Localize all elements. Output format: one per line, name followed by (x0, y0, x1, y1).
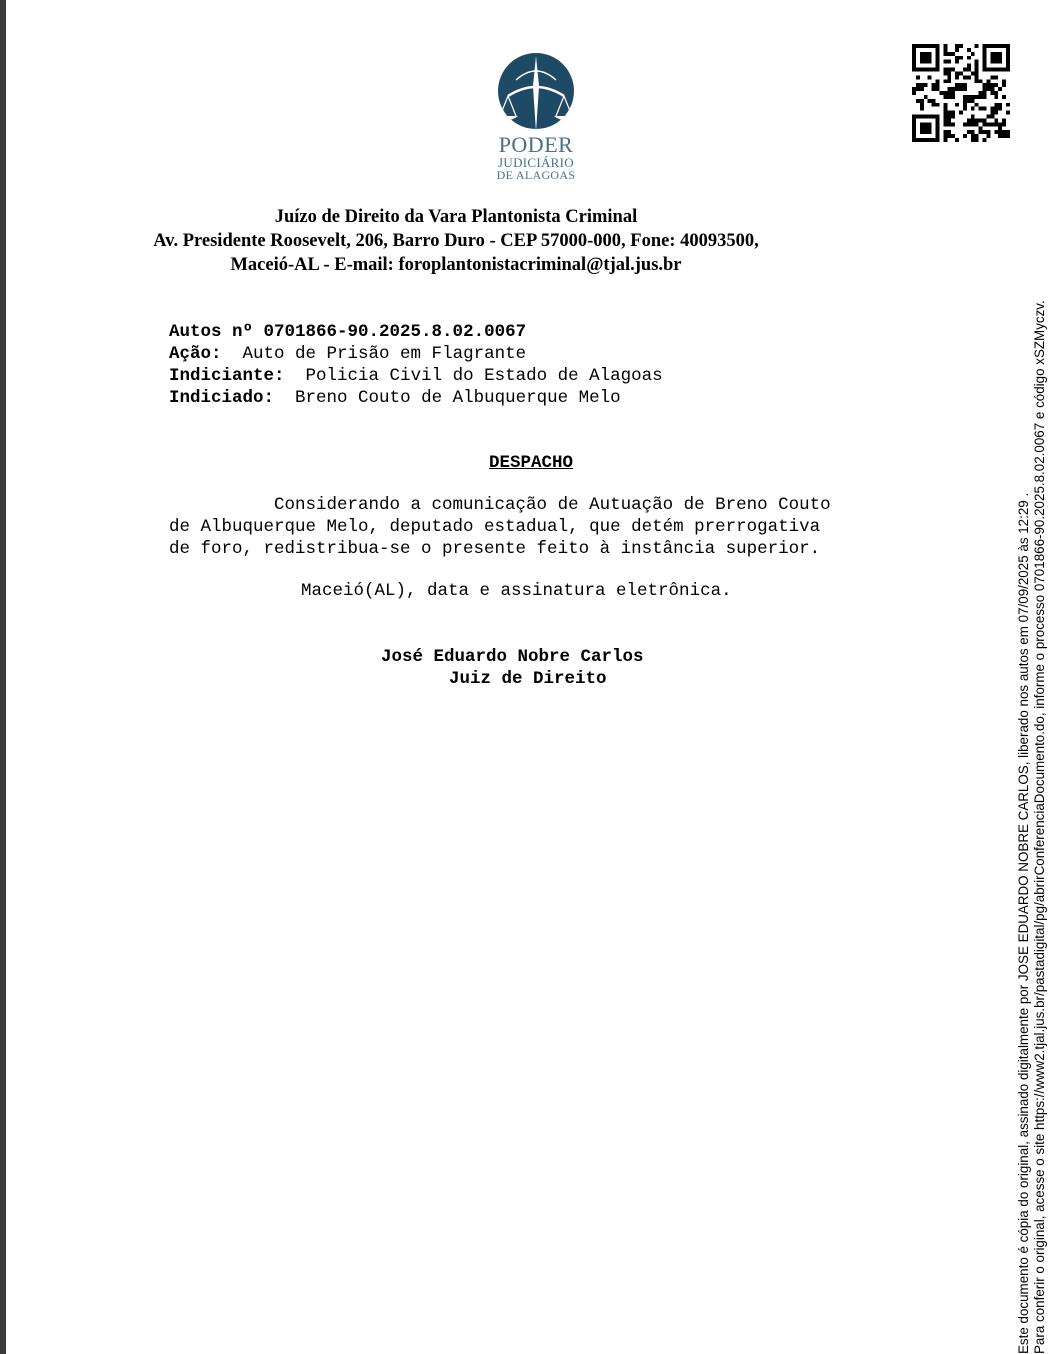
despacho-line-1: Considerando a comunicação de Autuação de Breno Couto (169, 495, 831, 515)
despacho-line-2: de Albuquerque Melo, deputado estadual, que detém prerrogativa (169, 517, 821, 537)
indiciado-row (169, 387, 663, 409)
despacho-line-3: de foro, redistribua-se o presente feito à instância superior. (169, 539, 821, 559)
autos-label: Autos nº (169, 322, 254, 342)
acao-value: Auto de Prisão em Flagrante (242, 344, 527, 364)
indiciante-row (169, 365, 663, 387)
authenticity-note-line-1: Este documento é cópia do original, assinado digitalmente por JOSE EDUARDO NOBRE CARLOS, liberado nos autos em 07/09/2025 às 12:29 . (1016, 492, 1031, 1354)
logo-line-judiciario: JUDICIÁRIO (498, 155, 574, 170)
acao-label: Ação: (169, 344, 222, 364)
case-info (169, 321, 663, 409)
signer-role: Juiz de Direito (449, 669, 607, 689)
court-header (126, 205, 786, 277)
indiciante-label: Indiciante: (169, 366, 285, 386)
court-address: Av. Presidente Roosevelt, 206, Barro Duro - CEP 57000-000, Fone: 40093500, (153, 231, 759, 251)
qr-code-icon (912, 44, 1010, 142)
document-page (6, 0, 1059, 1354)
autos-value: 0701866-90.2025.8.02.0067 (263, 322, 527, 342)
indiciante-value: Policia Civil do Estado de Alagoas (305, 366, 663, 386)
acao-row (169, 343, 663, 365)
place-date: Maceió(AL), data e assinatura eletrônica. (301, 581, 732, 601)
logo-wordmark (476, 134, 596, 182)
indiciado-value: Breno Couto de Albuquerque Melo (295, 388, 621, 408)
signer-name: José Eduardo Nobre Carlos (381, 647, 644, 667)
signature-block (381, 646, 644, 690)
court-contact: Maceió-AL - E-mail: foroplantonistacriminal@tjal.jus.br (230, 255, 682, 275)
court-name: Juízo de Direito da Vara Plantonista Criminal (274, 207, 638, 227)
indiciado-label: Indiciado: (169, 388, 275, 408)
case-number-row (169, 321, 663, 343)
despacho-title: DESPACHO (489, 453, 574, 473)
authenticity-note-line-2: Para conferir o original, acesse o site https://www2.tjal.jus.br/pastadigital/pg/abrirConferenciaDocumento.do, informe o processo 0701866-90.2025.8.02.0067 e código xSZMyczv. (1032, 300, 1047, 1354)
logo-line-alagoas: DE ALAGOAS (496, 168, 576, 182)
logo-line-poder: PODER (498, 132, 574, 157)
despacho-body (169, 494, 909, 560)
authenticity-note (1016, 124, 1048, 1354)
